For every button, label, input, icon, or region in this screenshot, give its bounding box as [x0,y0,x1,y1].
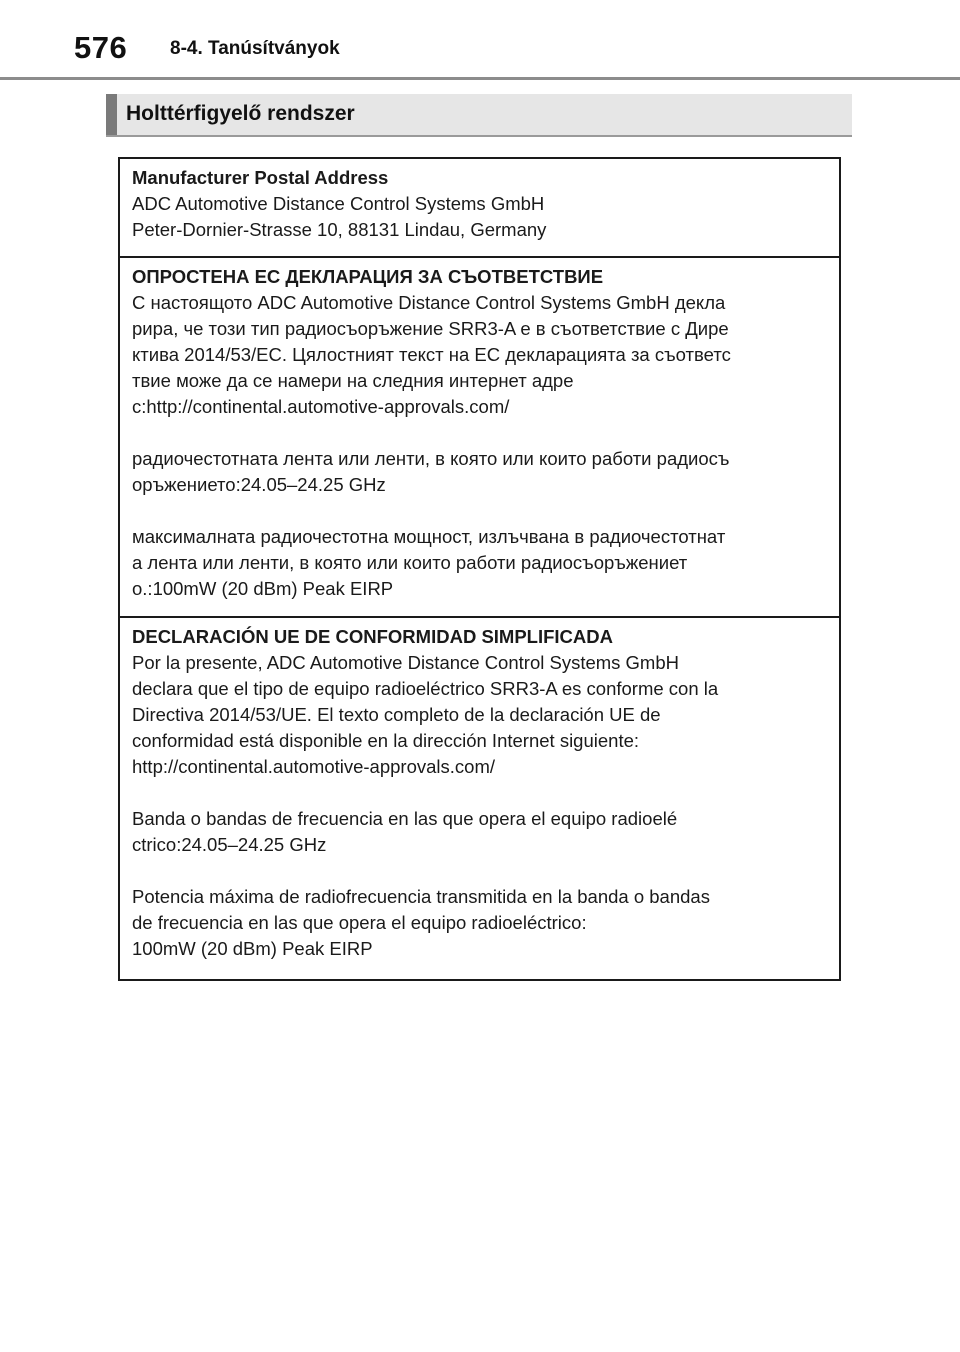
bulgarian-heading: ОПРОСТЕНА ЕС ДЕКЛАРАЦИЯ ЗА СЪОТВЕТСТВИЕ [132,266,604,287]
spanish-line: ctrico:24.05–24.25 GHz [132,834,327,855]
page-number: 576 [74,30,128,65]
spanish-line: declara que el tipo de equipo radioeléctrico SRR3-A es conforme con la [132,678,719,699]
paragraph-spacer [132,780,829,806]
bulgarian-line: твие може да се намери на следния интернет адре [132,370,574,391]
spanish-line: http://continental.automotive-approvals.com/ [132,756,495,777]
bulgarian-line: оръжението:24.05–24.25 GHz [132,474,386,495]
bulgarian-line: а лента или ленти, в която или които работи радиосъоръжениет [132,552,688,573]
page-header [0,0,960,80]
header-divider [0,77,960,80]
manufacturer-address-section [120,159,839,256]
chapter-section-label: 8-4. Tanúsítványok [170,38,340,59]
manufacturer-line: Peter-Dornier-Strasse 10, 88131 Lindau, Germany [132,219,547,240]
bulgarian-line: максималната радиочестотна мощност, излъчвана в радиочестотнат [132,526,726,547]
spanish-declaration-section [120,616,839,979]
spanish-line: Banda o bandas de frecuencia en las que opera el equipo radioelé [132,808,678,829]
bulgarian-line: С настоящото ADC Automotive Distance Control Systems GmbH декла [132,292,726,313]
spanish-line: conformidad está disponible en la dirección Internet siguiente: [132,730,640,751]
manufacturer-line: ADC Automotive Distance Control Systems GmbH [132,193,545,214]
bulgarian-declaration-section [120,256,839,616]
paragraph-spacer [132,420,829,446]
paragraph-spacer [132,498,829,524]
bulgarian-line: рира, че този тип радиосъоръжение SRR3-A е в съответствие с Дире [132,318,729,339]
spanish-line: Potencia máxima de radiofrecuencia transmitida en la banda o bandas [132,886,710,907]
spanish-line: 100mW (20 dBm) Peak EIRP [132,938,373,959]
section-title: Holttérfigyelő rendszer [126,102,355,125]
spanish-line: Por la presente, ADC Automotive Distance Control Systems GmbH [132,652,679,673]
spanish-heading: DECLARACIÓN UE DE CONFORMIDAD SIMPLIFICADA [132,626,613,647]
section-title-bar [106,94,852,137]
manufacturer-heading: Manufacturer Postal Address [132,167,389,188]
bulgarian-line: о.:100mW (20 dBm) Peak EIRP [132,578,394,599]
section-bar-accent [106,94,117,135]
paragraph-spacer [132,858,829,884]
bulgarian-line: ктива 2014/53/ЕС. Цялостният текст на ЕС декларацията за съответс [132,344,731,365]
bulgarian-line: радиочестотната лента или ленти, в която или които работи радиосъ [132,448,730,469]
bulgarian-line: с:http://continental.automotive-approvals.com/ [132,396,510,417]
spanish-line: Directiva 2014/53/UE. El texto completo de la declaración UE de [132,704,661,725]
spanish-line: de frecuencia en las que opera el equipo radioeléctrico: [132,912,587,933]
certificate-box [118,157,841,981]
